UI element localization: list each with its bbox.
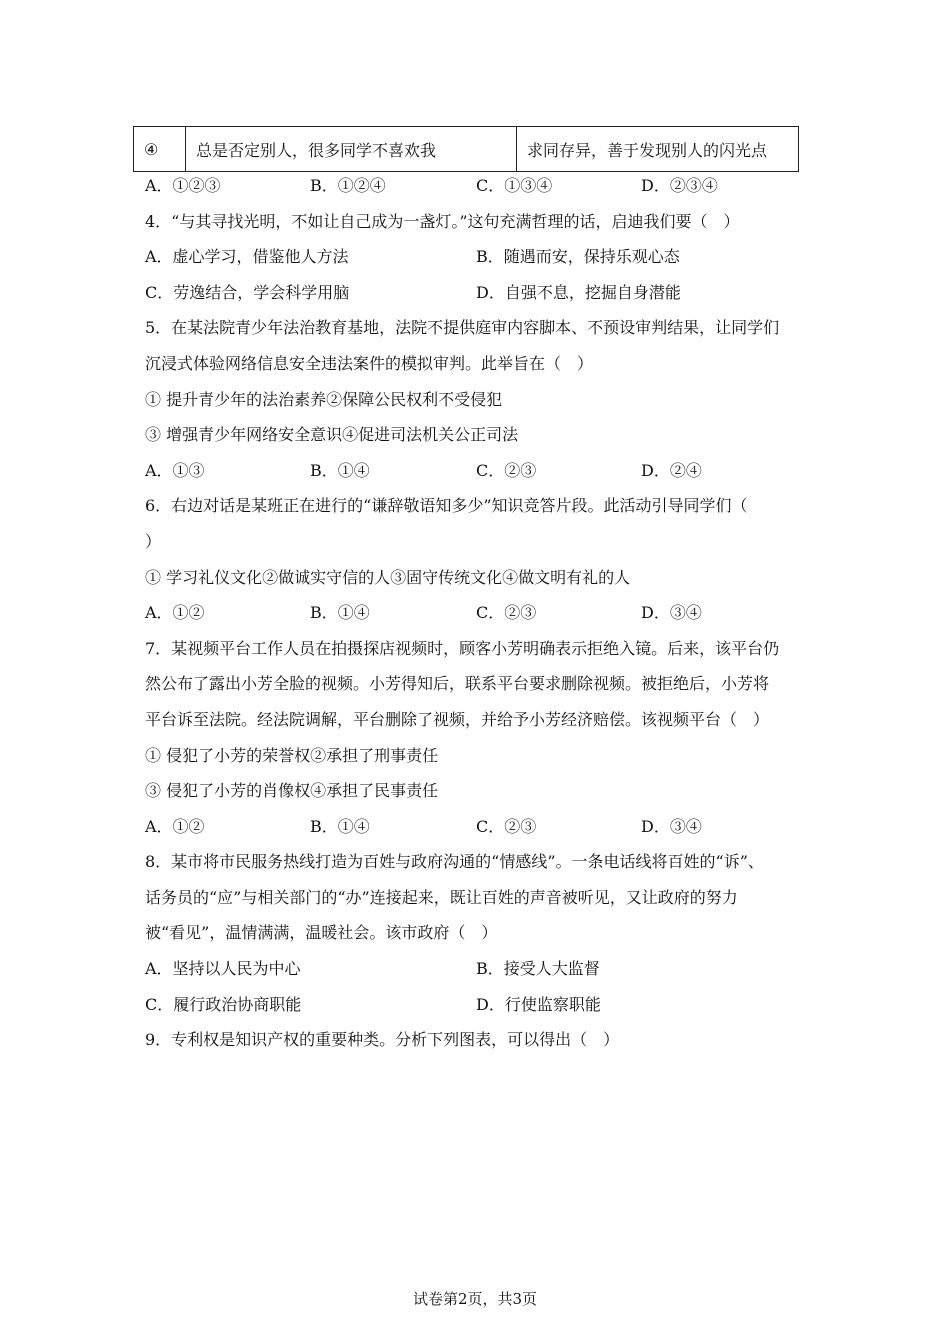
question-list	[145, 168, 825, 1058]
q6-stem: 6．右边对话是某班正在进行的“谦辞敬语知多少”知识竞答片段。此活动引导同学们（	[145, 496, 748, 516]
option-c: C．②③	[476, 816, 537, 836]
comparison-table	[133, 126, 799, 172]
q7-options	[145, 809, 825, 845]
q8-stem: 被“看见”，温情满满，温暖社会。该市政府（ ）	[145, 923, 498, 943]
option-a: A．①②	[145, 816, 205, 836]
row-number: ④	[134, 127, 186, 172]
option-a: A．虚心学习，借鉴他人方法	[145, 247, 349, 267]
option-c: C．①③④	[476, 176, 553, 195]
advice-cell: 求同存异，善于发现别人的闪光点	[517, 127, 799, 172]
q4-options-cd	[145, 275, 825, 311]
option-d: D．②③④	[641, 176, 718, 195]
option-c: C．②③	[476, 603, 537, 623]
q8-stem: 8．某市将市民服务热线打造为百姓与政府沟通的“情感线”。一条电话线将百姓的“诉”、	[145, 852, 764, 872]
q7-stem: 7．某视频平台工作人员在拍摄探店视频时，顾客小芳明确表示拒绝入镜。后来，该平台仍	[145, 638, 780, 658]
q9-stem: 9．专利权是知识产权的重要种类。分析下列图表，可以得出（ ）	[145, 1030, 620, 1050]
option-b: B．①④	[310, 603, 370, 623]
q7-item: ① 侵犯了小芳的荣誉权②承担了刑事责任	[145, 745, 439, 765]
q3-options	[145, 168, 825, 204]
q5-item: ① 提升青少年的法治素养②保障公民权利不受侵犯	[145, 389, 503, 409]
option-a: A．①③	[145, 460, 205, 480]
table-row	[134, 127, 799, 172]
option-b: B．①④	[310, 816, 370, 836]
page-footer: 试卷第2页，共3页	[412, 1290, 538, 1308]
option-d: D．③④	[641, 603, 702, 623]
option-a: A．①②	[145, 603, 205, 623]
option-d: D．②④	[641, 460, 702, 480]
q4-options-ab	[145, 239, 825, 275]
q7-stem: 平台诉至法院。经法院调解，平台删除了视频，并给予小芳经济赔偿。该视频平台（ ）	[145, 709, 770, 729]
option-b: B．①②④	[310, 176, 386, 195]
option-c: C．履行政治协商职能	[145, 994, 302, 1014]
option-b: B．①④	[310, 460, 370, 480]
option-c: C．②③	[476, 460, 537, 480]
behavior-cell: 总是否定别人，很多同学不喜欢我	[186, 127, 517, 172]
q5-item: ③ 增强青少年网络安全意识④促进司法机关公正司法	[145, 425, 519, 445]
option-b: B．接受人大监督	[476, 959, 600, 979]
option-a: A．坚持以人民为中心	[145, 959, 301, 979]
option-a: A．①②③	[145, 176, 221, 195]
q6-item: ① 学习礼仪文化②做诚实守信的人③固守传统文化④做文明有礼的人	[145, 567, 631, 587]
q7-item: ③ 侵犯了小芳的肖像权④承担了民事责任	[145, 781, 439, 801]
q5-options	[145, 453, 825, 489]
option-d: D．自强不息，挖掘自身潜能	[476, 282, 681, 302]
option-d: D．③④	[641, 816, 702, 836]
option-b: B．随遇而安，保持乐观心态	[476, 247, 680, 267]
q5-stem: 沉浸式体验网络信息安全违法案件的模拟审判。此举旨在（ ）	[145, 353, 594, 373]
option-c: C．劳逸结合，学会科学用脑	[145, 282, 350, 302]
q6-options	[145, 595, 825, 631]
q6-stem: ）	[145, 531, 162, 551]
option-d: D．行使监察职能	[476, 994, 601, 1014]
q8-options-ab	[145, 951, 825, 987]
q8-options-cd	[145, 987, 825, 1023]
q8-stem: 话务员的“应”与相关部门的“办”连接起来，既让百姓的声音被听见，又让政府的努力	[145, 887, 738, 907]
q4-stem: 4．“与其寻找光明，不如让自己成为一盏灯。”这句充满哲理的话，启迪我们要（ ）	[145, 211, 740, 231]
q7-stem: 然公布了露出小芳全脸的视频。小芳得知后，联系平台要求删除视频。被拒绝后，小芳将	[145, 674, 770, 694]
q5-stem: 5．在某法院青少年法治教育基地，法院不提供庭审内容脚本、不预设审判结果，让同学们	[145, 318, 780, 338]
